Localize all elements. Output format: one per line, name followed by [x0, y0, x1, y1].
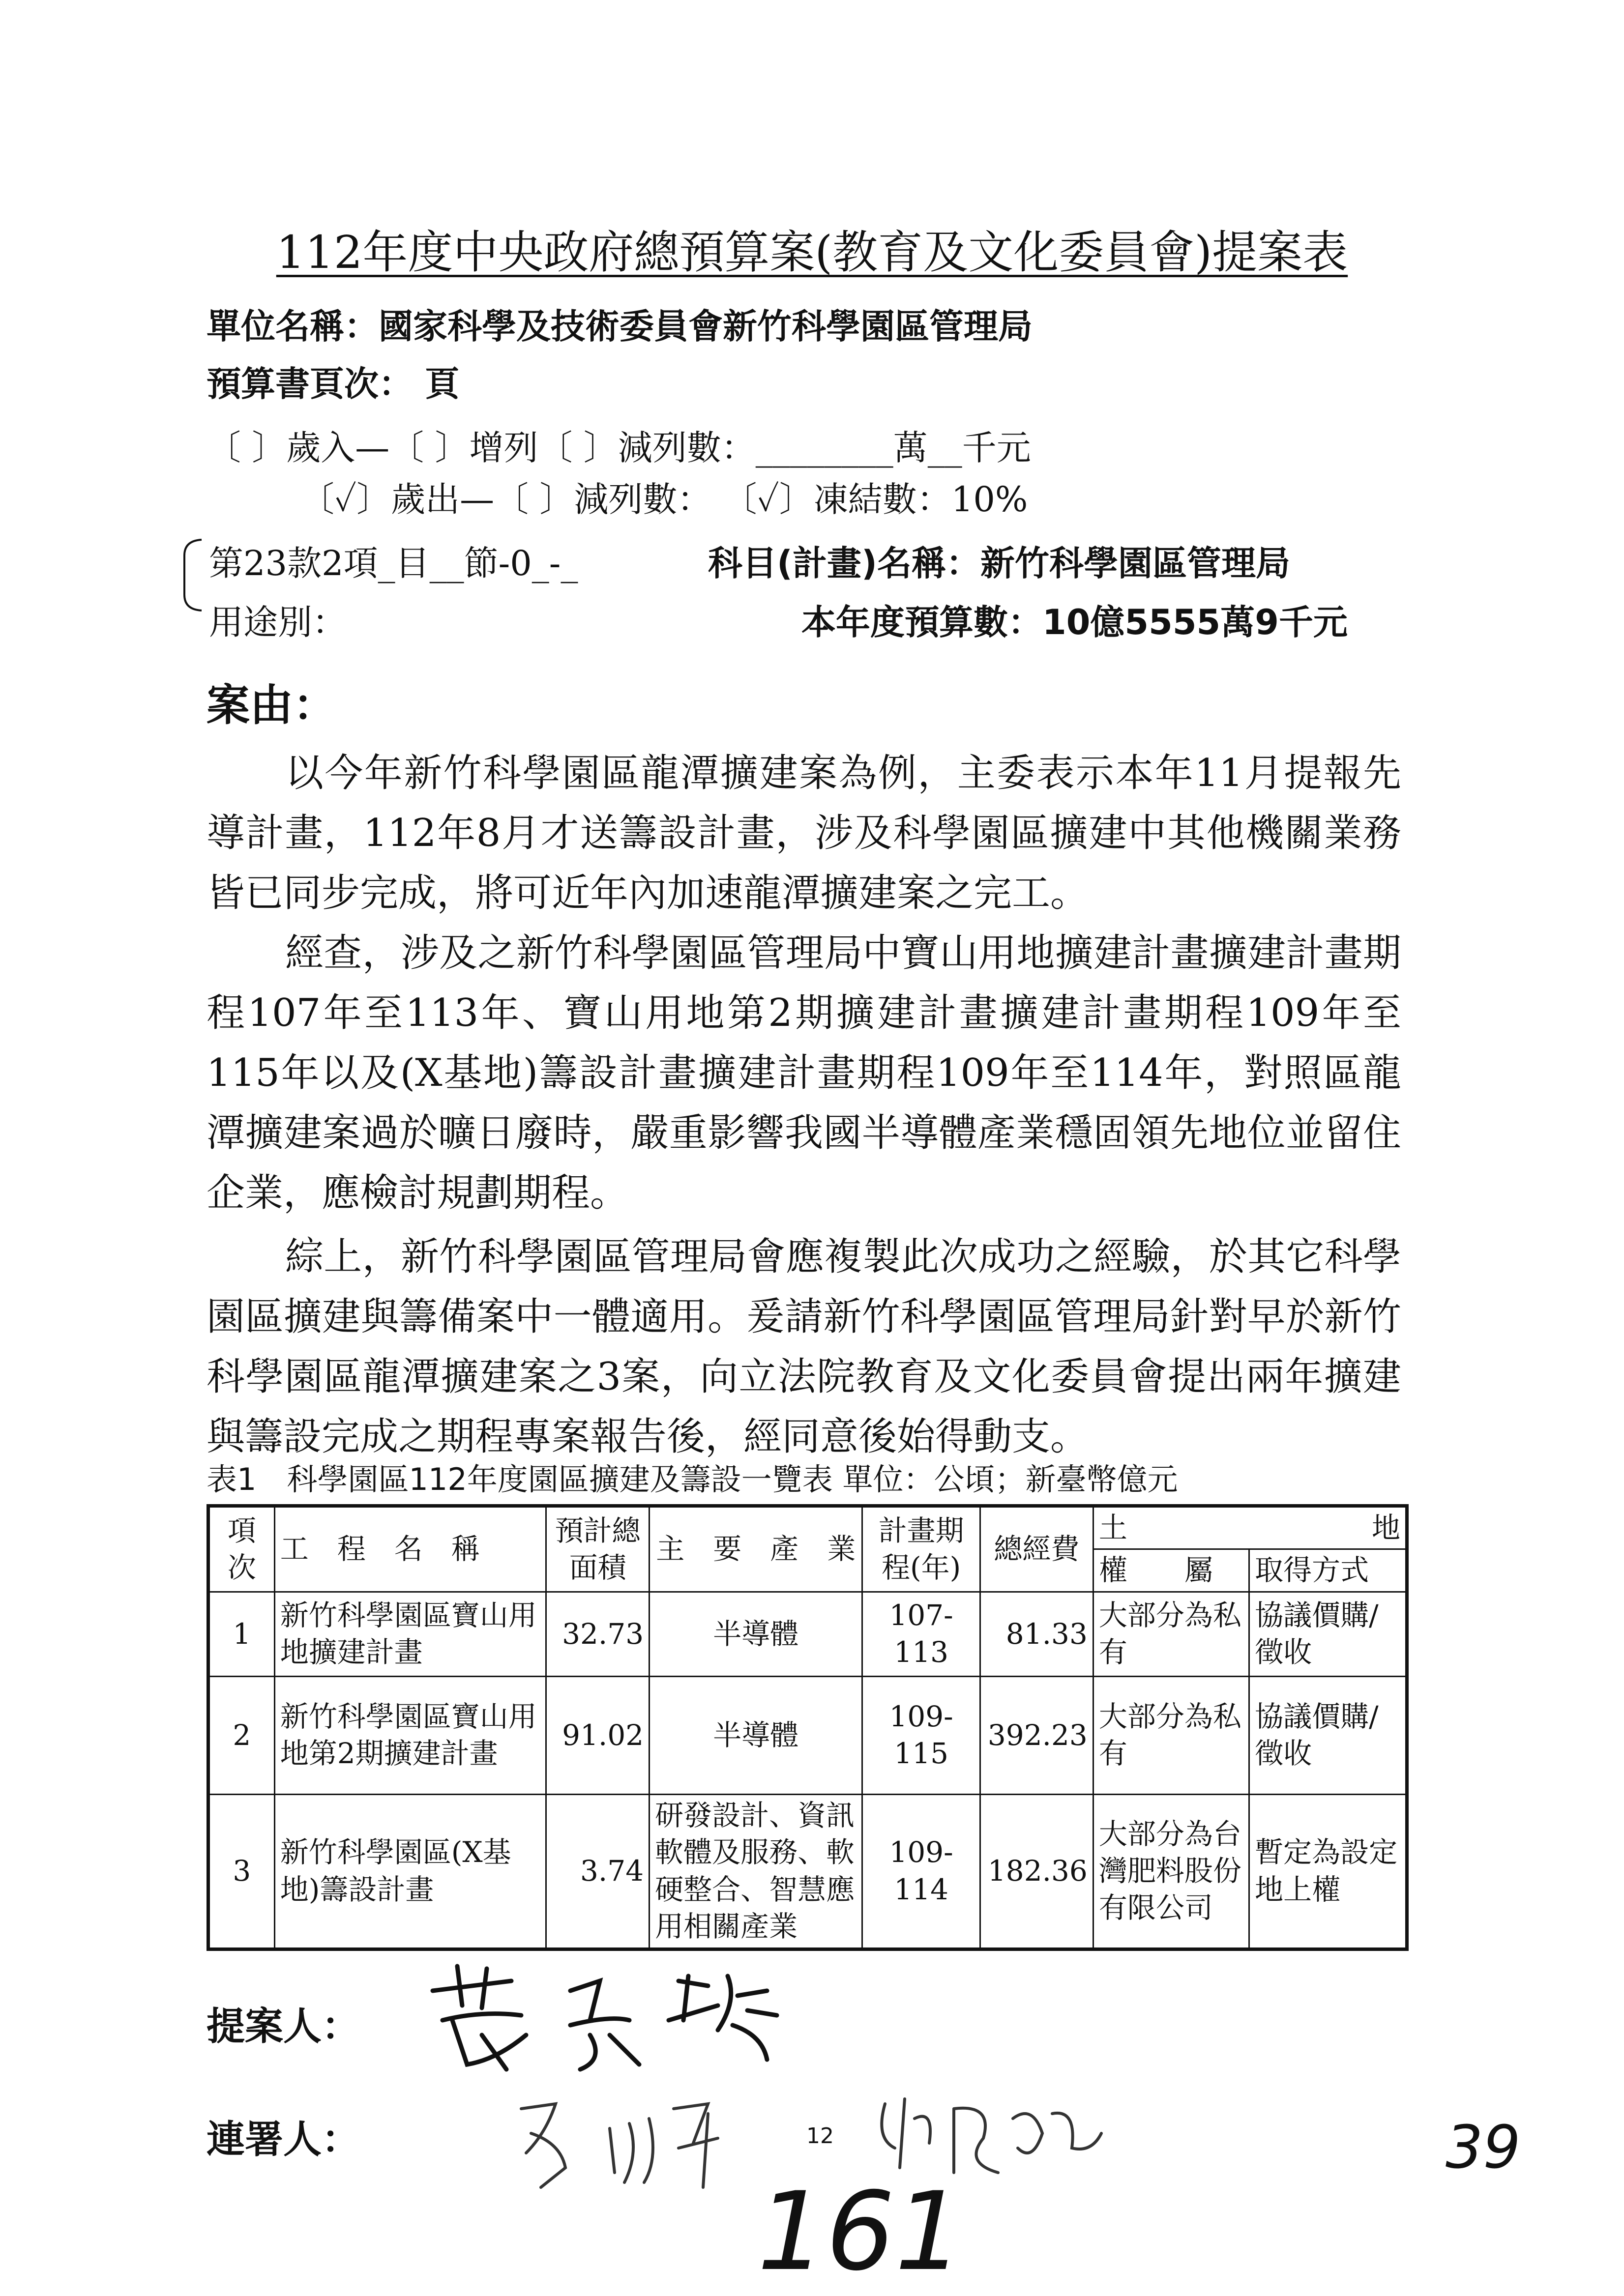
- cell-cost: 81.33: [980, 1592, 1093, 1676]
- table-caption: 表1 科學園區112年度園區擴建及籌設一覽表 單位：公頃；新臺幣億元: [207, 1461, 1178, 1497]
- cell-area: 32.73: [546, 1592, 650, 1676]
- header-name: 工 程 名 稱: [274, 1506, 546, 1592]
- cosigner-label: 連署人：: [207, 2118, 360, 2162]
- cell-industry: 半導體: [650, 1592, 862, 1676]
- budget-amount: 本年度預算數：10億5555萬9千元: [801, 602, 1348, 642]
- cell-ownership: 大部分為私有: [1093, 1592, 1249, 1676]
- paragraph-line: 科學園區龍潭擴建案之3案，向立法院教育及文化委員會提出兩年擴建: [207, 1355, 1401, 1399]
- cell-acquisition: 協議價購/徵收: [1249, 1676, 1407, 1794]
- header-area: 預計總面積: [546, 1506, 650, 1592]
- paragraph-line: 程107年至113年、寶山用地第2期擴建計畫擴建計畫期程109年至: [207, 991, 1401, 1035]
- cell-name: 新竹科學園區寶山用地擴建計畫: [274, 1592, 546, 1676]
- page-title: 112年度中央政府總預算案(教育及文化委員會)提案表: [276, 226, 1348, 279]
- header-land: 土 地: [1093, 1506, 1407, 1549]
- paragraph-line: 115年以及(X基地)籌設計畫擴建計畫期程109年至114年，對照區龍: [207, 1051, 1401, 1095]
- paragraph-line: 潭擴建案過於曠日廢時，嚴重影響我國半導體產業穩固領先地位並留住: [207, 1111, 1401, 1155]
- paragraph-line: 皆已同步完成，將可近年內加速龍潭擴建案之完工。: [207, 871, 1089, 915]
- header-no: 項次: [208, 1506, 275, 1592]
- cell-no: 1: [208, 1592, 275, 1676]
- cell-cost: 182.36: [980, 1794, 1093, 1949]
- cell-ownership: 大部分為私有: [1093, 1676, 1249, 1794]
- table-row: [208, 1592, 1407, 1676]
- paragraph-line: 綜上，新竹科學園區管理局會應複製此次成功之經驗，於其它科學: [285, 1235, 1401, 1279]
- table-row: [208, 1794, 1407, 1949]
- table-row: [208, 1676, 1407, 1794]
- proposer-signature: [423, 1961, 806, 2079]
- cell-no: 2: [208, 1676, 275, 1794]
- cell-ownership: 大部分為台灣肥料股份有限公司: [1093, 1794, 1249, 1949]
- item-line: 第23款2項_目__節-0_-_: [209, 543, 578, 583]
- handwritten-number: 161: [757, 2169, 964, 2295]
- proposer-label: 提案人：: [207, 2005, 360, 2049]
- paragraph-line: 企業，應檢討規劃期程。: [207, 1171, 629, 1215]
- revenue-line: 〔 〕歲入—〔 〕增列〔 〕減列數：________萬__千元: [207, 428, 1031, 468]
- paragraph-line: 以今年新竹科學園區龍潭擴建案為例，主委表示本年11月提報先: [285, 751, 1401, 795]
- page-number: 12: [806, 2123, 834, 2149]
- cell-period: 109-115: [862, 1676, 980, 1794]
- unit-name: 單位名稱：國家科學及技術委員會新竹科學園區管理局: [207, 306, 1033, 347]
- expenditure-line: 〔✓〕歲出—〔 〕減列數： 〔✓〕凍結數：10%: [300, 479, 1028, 520]
- subject-name: 科目(計畫)名稱：新竹科學園區管理局: [708, 543, 1290, 583]
- cell-period: 107-113: [862, 1592, 980, 1676]
- header-cost: 總經費: [980, 1506, 1093, 1592]
- cell-area: 3.74: [546, 1794, 650, 1949]
- cell-no: 3: [208, 1794, 275, 1949]
- cell-name: 新竹科學園區寶山用地第2期擴建計畫: [274, 1676, 546, 1794]
- usage-label: 用途別：: [209, 602, 347, 642]
- header-ownership: 權 屬: [1093, 1549, 1249, 1592]
- reason-heading: 案由：: [207, 680, 337, 730]
- cell-cost: 392.23: [980, 1676, 1093, 1794]
- cell-area: 91.02: [546, 1676, 650, 1794]
- bracket-mark: [177, 536, 207, 614]
- handwritten-corner-number: 39: [1446, 2114, 1521, 2182]
- paragraph-line: 園區擴建與籌備案中一體適用。爰請新竹科學園區管理局針對早於新竹: [207, 1295, 1401, 1339]
- cell-period: 109-114: [862, 1794, 980, 1949]
- cell-industry: 半導體: [650, 1676, 862, 1794]
- budget-page: 預算書頁次： 頁: [207, 364, 460, 404]
- expansion-table: [207, 1504, 1409, 1951]
- paragraph-line: 經查，涉及之新竹科學園區管理局中寶山用地擴建計畫擴建計畫期: [285, 931, 1401, 975]
- header-period: 計畫期程(年): [862, 1506, 980, 1592]
- header-acquisition: 取得方式: [1249, 1549, 1407, 1592]
- paragraph-line: 導計畫，112年8月才送籌設計畫，涉及科學園區擴建中其他機關業務: [207, 811, 1401, 855]
- paragraph-line: 與籌設完成之期程專案報告後，經同意後始得動支。: [207, 1415, 1089, 1459]
- cell-industry: 研發設計、資訊軟體及服務、軟硬整合、智慧應用相關產業: [650, 1794, 862, 1949]
- cell-name: 新竹科學園區(X基地)籌設計畫: [274, 1794, 546, 1949]
- cell-acquisition: 協議價購/徵收: [1249, 1592, 1407, 1676]
- cell-acquisition: 暫定為設定地上權: [1249, 1794, 1407, 1949]
- header-industry: 主 要 產 業: [650, 1506, 862, 1592]
